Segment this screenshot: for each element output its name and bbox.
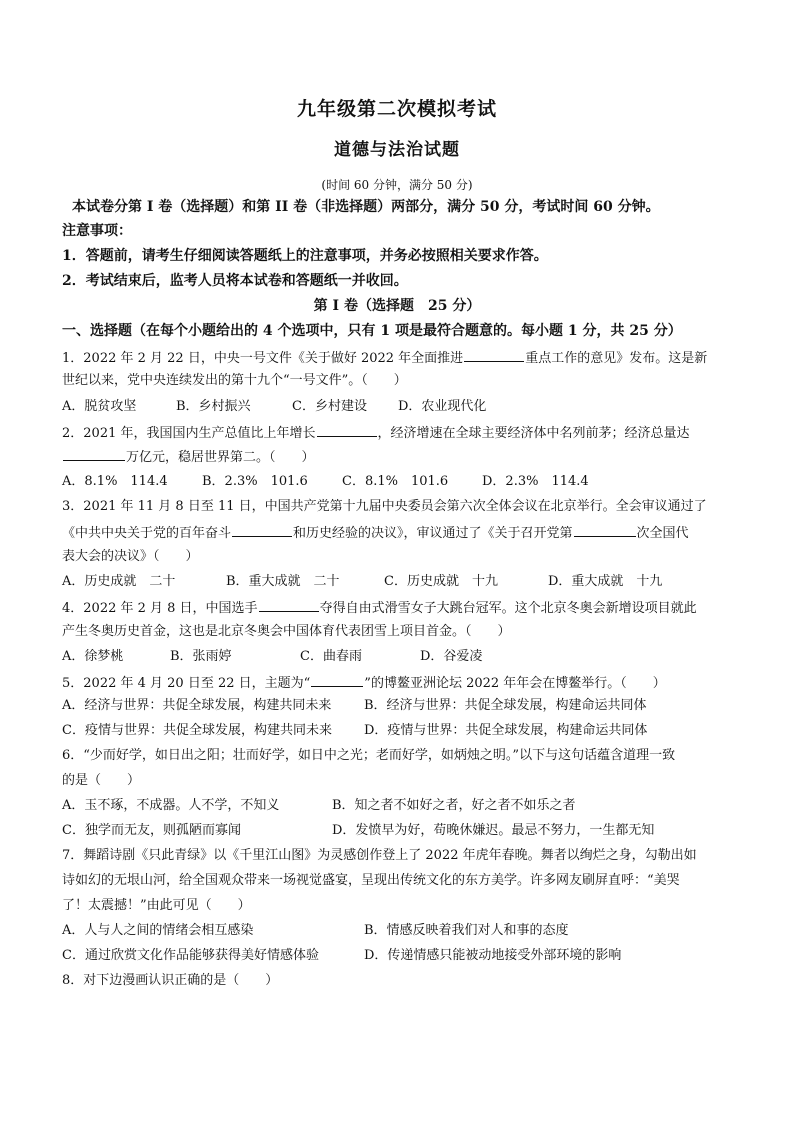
option-a: A．历史成就 二十 [62, 574, 176, 589]
option-b: B．重大成就 二十 [226, 574, 340, 589]
question-6-line-1: 6．“少而好学，如日出之阳；壮而好学，如日中之光；老而好学，如炳烛之明。”以下与这句话蕴含道理一致 [62, 748, 676, 763]
option-a: A．人与人之间的情绪会相互感染 [62, 923, 254, 938]
answer-blank [63, 447, 125, 461]
question-4-options [62, 648, 742, 666]
question-7-line-1: 7．舞蹈诗剧《只此青绿》以《千里江山图》为灵感创作登上了 2022 年虎年春晚。舞者以绚烂之身，勾勒出如 [62, 848, 697, 863]
question-6-line-2: 的是（ ） [62, 773, 141, 788]
answer-blank [259, 598, 319, 612]
question-5-options-row-1 [62, 697, 742, 715]
option-a: A．玉不琢，不成器。人不学，不知义 [62, 798, 280, 813]
question-2-options [62, 473, 742, 491]
question-3-line-3: 表大会的决议》（ ） [62, 549, 199, 564]
notice-title: 注意事项： [62, 223, 132, 239]
option-c: C．历史成就 十九 [384, 574, 498, 589]
option-a: A．经济与世界：共促全球发展，构建共同未来 [62, 698, 332, 713]
exam-subtitle: 道德与法治试题 [334, 140, 460, 160]
question-3-line-1: 3．2021 年 11 月 8 日至 11 日，中国共产党第十九届中央委员会第六次全体会议在北京举行。全会审议通过了 [62, 499, 707, 514]
option-d: D．发愤早为好，苟晚休嫌迟。最忌不努力，一生都无知 [332, 823, 655, 838]
option-a: A．脱贫攻坚 [62, 399, 137, 414]
question-5-options-row-2 [62, 722, 742, 740]
section-heading: 一、选择题（在每个小题给出的 4 个选项中，只有 1 项是最符合题意的。每小题 1 分，共 25 分） [62, 323, 682, 339]
option-d: D．传递情感只能被动地接受外部环境的影响 [364, 948, 622, 963]
answer-blank [574, 523, 636, 537]
option-c: C．8.1% 101.6 [342, 474, 449, 489]
notice-item-2: 2．考试结束后，监考人员将本试卷和答题纸一并收回。 [62, 273, 408, 289]
question-2-line-2: 万亿元，稳居世界第二。（ ） [62, 447, 742, 467]
option-c: C．乡村建设 [292, 399, 367, 414]
question-8-line-1: 8．对下边漫画认识正确的是（ ） [62, 973, 279, 988]
question-2-line-1: 2．2021 年，我国国内生产总值比上年增长 ，经济增速在全球主要经济体中名列前茅；经济总量达 [62, 423, 742, 443]
option-a: A．8.1% 114.4 [62, 474, 168, 489]
question-7-line-3: 了！太震撼！”由此可见（ ） [62, 898, 251, 913]
option-c: C．独学而无友，则孤陋而寡闻 [62, 823, 241, 838]
question-7-options-row-1 [62, 922, 742, 940]
question-7-line-2: 诗如幻的无垠山河，给全国观众带来一场视觉盛宴，呈现出传统文化的东方美学。许多网友刷屏直呼：“美哭 [62, 873, 680, 888]
question-1-line-2: 世纪以来，党中央连续发出的第十九个“一号文件”。（ ） [62, 373, 407, 388]
question-1-options [62, 398, 742, 416]
option-c: C．通过欣赏文化作品能够获得美好情感体验 [62, 948, 319, 963]
option-c: C．曲春雨 [300, 649, 362, 664]
time-note: (时间 60 分钟，满分 50 分) [321, 178, 473, 192]
answer-blank [317, 423, 377, 437]
option-b: B．2.3% 101.6 [202, 474, 308, 489]
option-b: B．乡村振兴 [176, 399, 251, 414]
option-d: D．2.3% 114.4 [482, 474, 589, 489]
option-c: C．疫情与世界：共促全球发展，构建共同未来 [62, 723, 332, 738]
question-7-options-row-2 [62, 947, 742, 965]
option-b: B．知之者不如好之者，好之者不如乐之者 [332, 798, 576, 813]
question-6-options-row-1 [62, 797, 742, 815]
option-b: B．经济与世界：共促全球发展，构建命运共同体 [364, 698, 647, 713]
question-3-line-2: 《中共中央关于党的百年奋斗 和历史经验的决议》，审议通过了《关于召开党第 次全国代 [62, 523, 742, 543]
question-4-line-2: 产生冬奥历史首金，这也是北京冬奥会中国体育代表团雪上项目首金。（ ） [62, 624, 511, 639]
question-4-line-1: 4．2022 年 2 月 8 日，中国选手 夺得自由式滑雪女子大跳台冠军。这个北京冬奥会新增设项目就此 [62, 598, 742, 618]
answer-blank [464, 348, 524, 362]
option-a: A．徐梦桃 [62, 649, 124, 664]
answer-blank [232, 523, 292, 537]
option-b: B．张雨婷 [170, 649, 232, 664]
notice-item-1: 1．答题前，请考生仔细阅读答题纸上的注意事项，并务必按照相关要求作答。 [62, 248, 548, 264]
exam-title: 九年级第二次模拟考试 [296, 98, 497, 120]
question-3-options [62, 573, 742, 591]
option-d: D．重大成就 十九 [548, 574, 663, 589]
question-1-line-1: 1．2022 年 2 月 22 日，中央一号文件《关于做好 2022 年全面推进 重点工作的意见》发布。这是新 [62, 348, 742, 368]
option-d: D．农业现代化 [398, 399, 487, 414]
question-6-options-row-2 [62, 822, 742, 840]
question-5-line-1: 5．2022 年 4 月 20 日至 22 日，主题为“ ”的博鳌亚洲论坛 2022 年年会在博鳌举行。（ ） [62, 673, 742, 693]
answer-blank [311, 673, 363, 687]
option-d: D．疫情与世界：共促全球发展，构建命运共同体 [364, 723, 648, 738]
section-title: 第 I 卷（选择题 25 分） [313, 298, 481, 314]
intro-line: 本试卷分第 I 卷（选择题）和第 II 卷（非选择题）两部分，满分 50 分，考试时间 60 分钟。 [72, 199, 660, 215]
option-d: D．谷爱凌 [420, 649, 483, 664]
option-b: B．情感反映着我们对人和事的态度 [364, 923, 569, 938]
